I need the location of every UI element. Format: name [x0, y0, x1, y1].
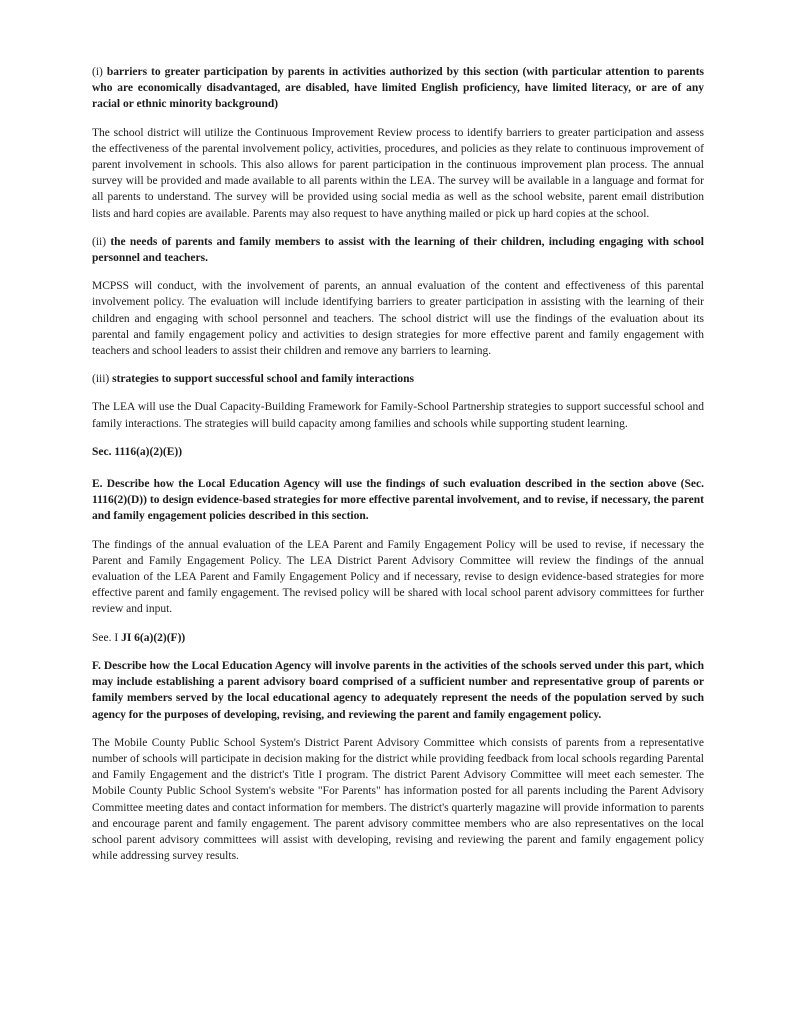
section-i-heading-text: barriers to greater participation by parents in activities authorized by this section (with particular attention to parents who are economically disadvantaged, are disabled, have limited English proficiency, have limited literacy, or are of any racial or ethnic minority background) — [92, 66, 705, 111]
section-f-heading: F. Describe how the Local Education Agency will involve parents in the activities of the schools served under this part, which may include establishing a parent advisory board comprised of a sufficient number and representative group of parents or family members served by the local educational agency to adequately represent the needs of the population served by such agency for the purposes of developing, revising, and reviewing the parent and family engagement policy. — [92, 659, 704, 721]
sec-reference-f — [92, 630, 704, 646]
section-ii-body: MCPSS will conduct, with the involvement of parents, an annual evaluation of the content and effectiveness of this parental involvement policy. The evaluation will include identifying barriers to greater participation in assisting with the learning of their children and engaging with school personnel and teachers. The school district will use the findings of the evaluation about its parental and family engagement policy and activities to design strategies for more effective parent and family engagement with teachers and school leaders to assist their children and remove any barriers to learning. — [92, 280, 704, 358]
sec-reference-e: Sec. 1116(a)(2)(E)) — [92, 445, 183, 458]
sec-reference-f-lead: See. I — [92, 631, 119, 644]
sec-reference-f-code: JI 6(a)(2)(F)) — [121, 631, 186, 644]
section-iii-label: (iii) — [92, 373, 110, 386]
section-e-heading: E. Describe how the Local Education Agency will use the findings of such evaluation described in the section above (Sec. 1116(2)(D)) to design evidence-based strategies for more effective parental involvement, and to revise, if necessary, the parent and family engagement policies described in this section. — [92, 478, 704, 523]
section-i-body: The school district will utilize the Continuous Improvement Review process to identify barriers to greater participation and assess the effectiveness of the parental involvement policy, activities, procedures, and policies as they relate to continuous improvement of parent involvement in schools. This also allows for parent participation in the continuous improvement plan process. The annual survey will be provided and made available to all parents within the LEA. The survey will be available in a language and format for all parents to understand. The survey will be provided using social media as well as the school website, parent email distribution lists and hard copies are available. Parents may also request to have anything mailed or pick up hard copies at the school. — [92, 126, 704, 220]
section-i-label: (i) — [92, 66, 103, 78]
section-f-body: The Mobile County Public School System's District Parent Advisory Committee which consists of parents from a representative number of schools will participate in decision making for the district while providing feedback from local schools regarding Parental and Family Engagement and the district's Title I program. The district Parent Advisory Committee will meet each semester. The Mobile County Public School System's website "For Parents" has information posted for all parents including the Parent Advisory Committee meeting dates and contact information for members. The district's quarterly magazine will provide information to parents and encourage parent and family engagement. The parent advisory committee members who are also representatives on the local school parent advisory committees will assist with developing, revising and reviewing the parent and family engagement policy while addressing survey results. — [92, 736, 704, 863]
section-e-body: The findings of the annual evaluation of the LEA Parent and Family Engagement Policy will be used to revise, if necessary the Parent and Family Engagement Policy. The LEA District Parent Advisory Committee will review the findings of the annual evaluation of the LEA Parent and Family Engagement Policy and if necessary, revise to design evidence-based strategies for more effective parent and family engagement. The revised policy will be shared with local school parent advisory committees for further review and input. — [92, 538, 704, 616]
section-ii-label: (ii) — [92, 235, 107, 248]
document-page — [92, 64, 704, 876]
section-ii-heading — [92, 234, 704, 266]
section-i-heading — [92, 64, 704, 113]
section-ii-heading-text: the needs of parents and family members to assist with the learning of their children, including engaging with school personnel and teachers. — [92, 235, 704, 265]
section-iii-body: The LEA will use the Dual Capacity-Building Framework for Family-School Partnership strategies to support successful school and family interactions. The strategies will build capacity among families and schools while supporting student learning. — [92, 401, 704, 430]
section-iii-heading-text: strategies to support successful school and family interactions — [112, 373, 414, 386]
section-iii-heading — [92, 371, 704, 387]
